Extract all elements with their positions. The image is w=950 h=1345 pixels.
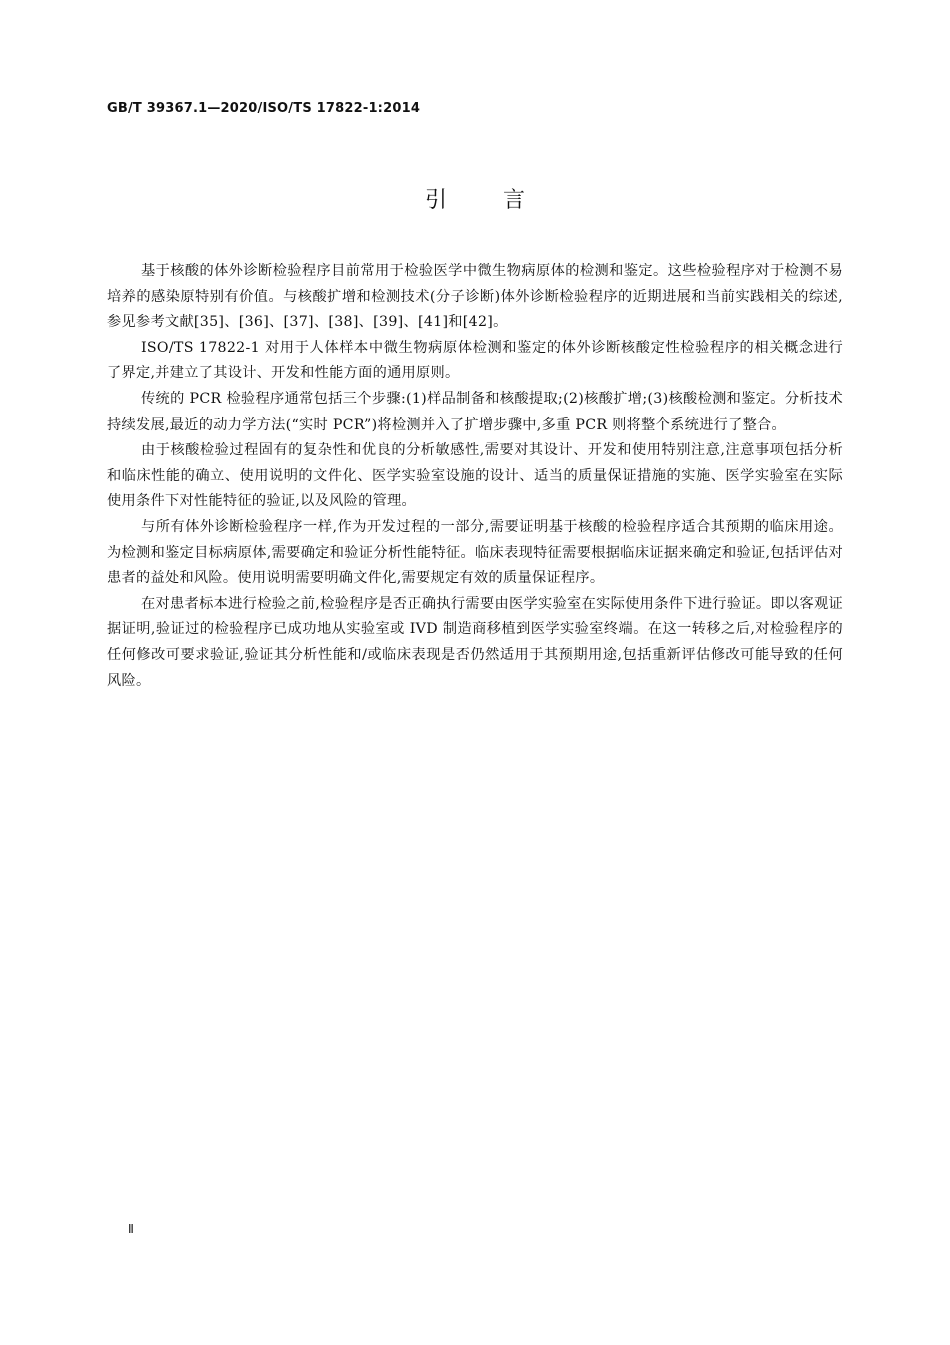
paragraph-4: 由于核酸检验过程固有的复杂性和优良的分析敏感性,需要对其设计、开发和使用特别注意,注意事项包括分析和临床性能的确立、使用说明的文件化、医学实验室设施的设计、适当的质量保证措施的实施、医学实验室在实际使用条件下对性能特征的验证,以及风险的管理。 bbox=[107, 442, 843, 510]
page-title: 引言 bbox=[424, 188, 581, 213]
paragraph-1: 基于核酸的体外诊断检验程序目前常用于检验医学中微生物病原体的检测和鉴定。这些检验程序对于检测不易培养的感染原特别有价值。与核酸扩增和检测技术(分子诊断)体外诊断检验程序的近期进展和当前实践相关的综述,参见参考文献[35]、[36]、[37]、[38]、[39]、[41]和[42]。 bbox=[107, 263, 843, 331]
paragraph-3: 传统的 PCR 检验程序通常包括三个步骤:(1)样品制备和核酸提取;(2)核酸扩增;(3)核酸检测和鉴定。分析技术持续发展,最近的动力学方法(“实时 PCR”)将检测并入了扩增步骤中,多重 PCR 则将整个系统进行了整合。 bbox=[107, 390, 843, 433]
page-number: Ⅱ bbox=[128, 1222, 134, 1236]
paragraph-2: ISO/TS 17822-1 对用于人体样本中微生物病原体检测和鉴定的体外诊断核酸定性检验程序的相关概念进行了界定,并建立了其设计、开发和性能方面的通用原则。 bbox=[107, 339, 843, 382]
introduction-body bbox=[107, 259, 843, 694]
paragraph-6: 在对患者标本进行检验之前,检验程序是否正确执行需要由医学实验室在实际使用条件下进行验证。即以客观证据证明,验证过的检验程序已成功地从实验室或 IVD 制造商移植到医学实验室终端。在这一转移之后,对检验程序的任何修改可要求验证,验证其分析性能和/或临床表现是否仍然适用于其预期用途,包括重新评估修改可能导致的任何风险。 bbox=[107, 595, 843, 689]
paragraph-5: 与所有体外诊断检验程序一样,作为开发过程的一部分,需要证明基于核酸的检验程序适合其预期的临床用途。为检测和鉴定目标病原体,需要确定和验证分析性能特征。临床表现特征需要根据临床证据来确定和验证,包括评估对患者的益处和风险。使用说明需要明确文件化,需要规定有效的质量保证程序。 bbox=[107, 518, 843, 587]
standard-number-header: GB/T 39367.1—2020/ISO/TS 17822-1:2014 bbox=[107, 101, 421, 116]
